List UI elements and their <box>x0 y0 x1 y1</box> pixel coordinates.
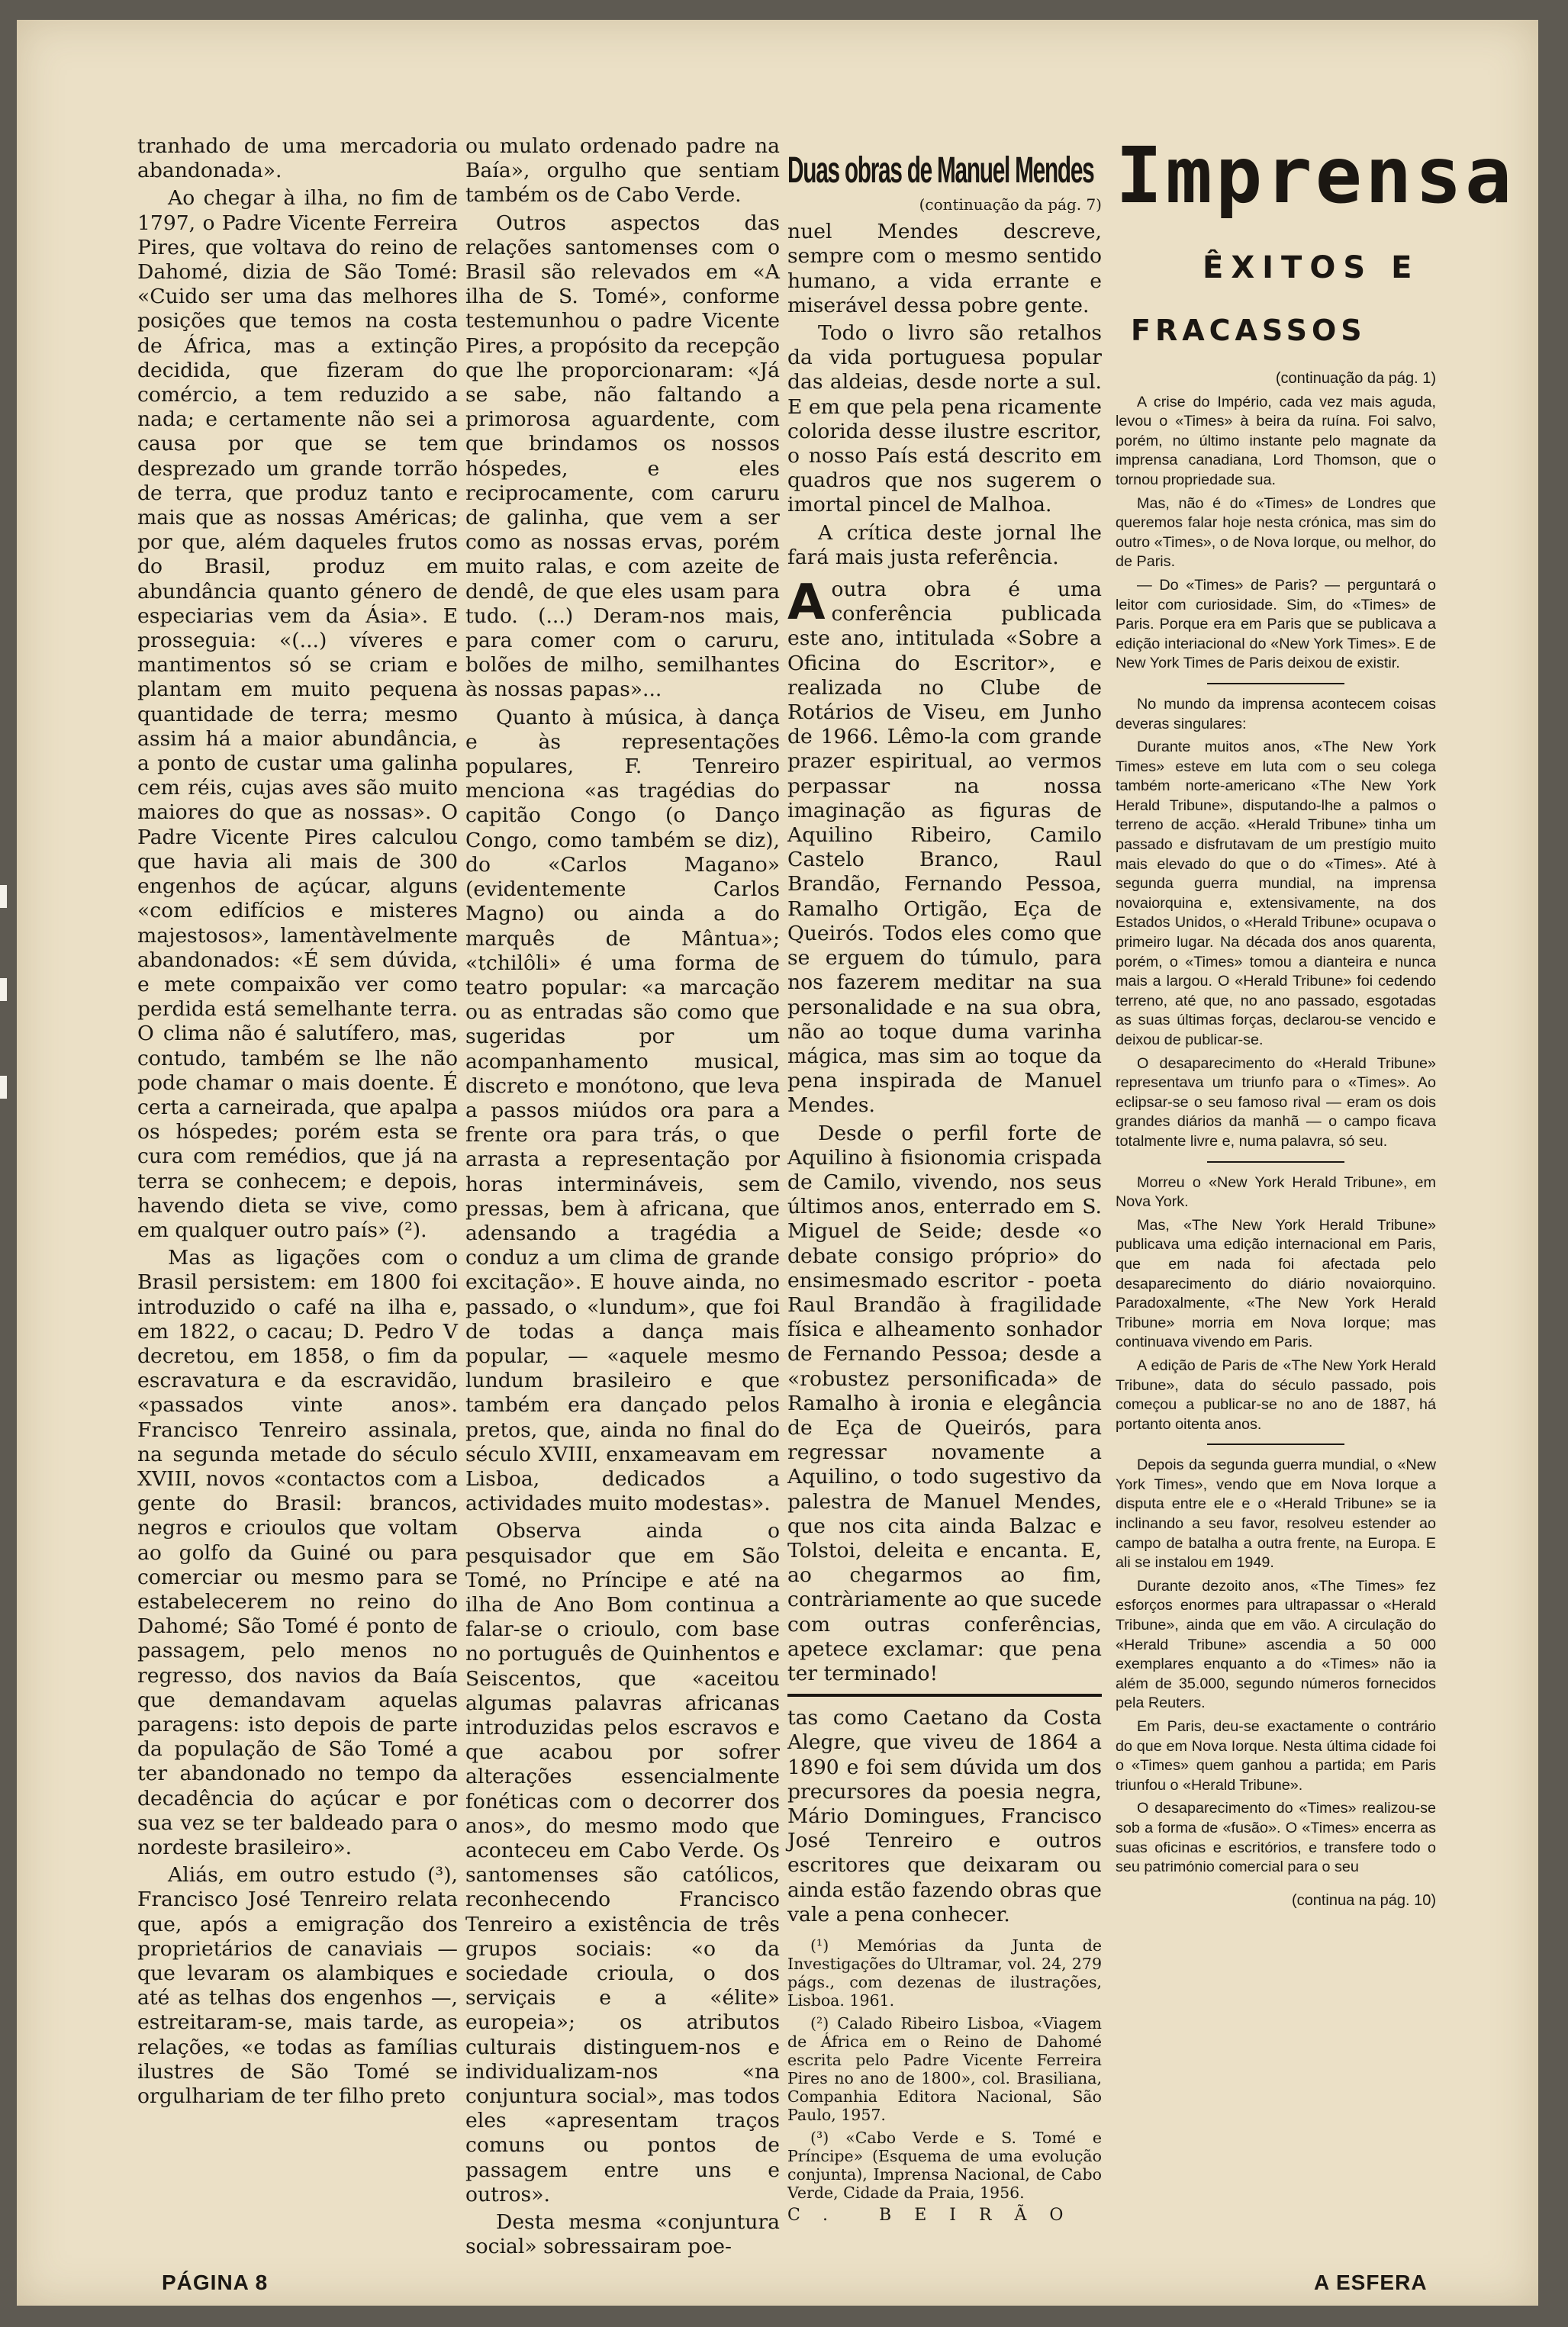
paragraph: No mundo da imprensa acontecem coisas deveras singulares: <box>1116 695 1436 732</box>
scan-edge-mark <box>0 978 7 1001</box>
newspaper-page <box>17 20 1538 2306</box>
section-rule <box>787 1694 1102 1697</box>
divider <box>1207 1161 1344 1163</box>
column-4 <box>1116 369 1436 1914</box>
paragraph: Mas, «The New York Herald Tribune» publicava uma edição internacional em Paris, que em nada foi afectada pelo desaparecimento do diário novaiorquino. Paradoxalmente, «The New York Herald Tribune» morria em Nova Iorque; mas continuava vivendo em Paris. <box>1116 1216 1436 1351</box>
dropcap-paragraph <box>787 575 1102 1118</box>
paragraph: Mas, não é do «Times» de Londres que queremos falar hoje nesta crónica, mas sim do outro «Times», o de Nova Iorque, ou melhor, do de Paris. <box>1116 494 1436 571</box>
paragraph: Durante muitos anos, «The New York Times» esteve em luta com o seu colega também norte-americano «The New York Herald Tribune», disputando-lhe a palmos o terreno de acção. «Herald Tribune» tinha um passado e disfrutavam de um prestígio muito mais elevado do que o do «Times». Até à segunda guerra mundial, na imprensa novaiorquina e, extensivamente, na dos Estados Unidos, o «Herald Tribune» ocupava o primeiro lugar. Na década dos anos quarenta, porém, o «Times» tomou a dianteira e nunca mais a largou. O «Herald Tribune» foi cedendo terreno, até que, no ano passado, esgotadas as suas últimas forças, declarou-se vencido e deixou de publicar-se. <box>1116 739 1436 1048</box>
paragraph: nuel Mendes descreve, sempre com o mesmo sentido humano, a vida errante e miserável dessa pobre gente. <box>787 220 1102 317</box>
continued-note: (continua na pág. 10) <box>1291 1891 1436 1909</box>
page-number: PÁGINA 8 <box>162 2271 269 2294</box>
paragraph: Mas as ligações com o Brasil persistem: em 1800 foi introduzido o café na ilha e, em 1822, o cacau; D. Pedro V decretou, em 1858, o fim da escravatura e da escravidão, «passados vinte anos». Francisco Tenreiro assinala, na segunda metade do século XVIII, novos «contactos com a gente do Brasil: brancos, negros e crioulos que voltam ao golfo da Guiné ou para comerciar ou mesmo para se estabelecerem no reino do Dahomé; São Tomé é ponto de passagem, pelo menos no regresso, dos navios da Baía que demandavam aquelas paragens: isto depois de parte da população de São Tomé a ter abandonado no tempo da decadência do açúcar e por sua vez se ter baldeado para o nordeste brasileiro». <box>137 1246 458 1860</box>
divider <box>1207 1444 1344 1445</box>
paragraph: Desde o perfil forte de Aquilino à fisionomia crispada de Camilo, vivendo, nos seus últimos anos, enterrado em S. Miguel de Seide; desde «o debate consigo próprio» do ensimesmado escritor - poeta Raul Brandão à fragilidade física e alheamento sonhador de Fernando Pessoa; desde a «robustez personificada» de Ramalho à ironia e elegância de Eça de Queirós, para regressar novamente a Aquilino, o todo sugestivo da palestra de Manuel Mendes, que nos cita ainda Balzac e Tolstoi, deleita e encanta. E, ao chegarmos ao fim, contràriamente ao que sucede com outras conferências, apetece exclamar: que pena ter terminado! <box>787 1121 1102 1685</box>
scan-edge-mark <box>0 885 7 908</box>
scan-edge-mark <box>0 1076 7 1099</box>
paragraph: Ao chegar à ilha, no fim de 1797, o Padre Vicente Ferreira Pires, que voltava do reino de Dahomé, dizia de São Tomé: «Cuido ser uma das melhores posições que temos na costa de África, mas a extinção decidida, que fizeram do comércio, a tem reduzido a nada; e certamente não sei a causa por que se tem desprezado um grande torrão de terra, que produz tanto e mais que as nossas Américas; por que, além daqueles frutos do Brasil, produz em abundância quanto género de especiarias vem da Ásia». E prosseguia: «(...) víveres e mantimentos só se criam e plantam em muito pequena quantidade de terra; mesmo assim há a maior abundância, a ponto de custar uma galinha cem réis, cujas aves são muito maiores do que as nossas». O Padre Vicente Pires calculou que havia ali mais de 300 engenhos de açúcar, alguns «com edifícios e misteres majestosos», lamentàvelmente abandonados: «É sem dúvida, e mete compaixão ver como perdida está semelhante terra. O clima não é salutífero, mas, contudo, também se lhe não pode chamar o mais doente. É certa a carneirada, que apalpa os hóspedes; porém esta se cura com remédios, que já na terra se conhecem; e depois, havendo dieta se vive, como em qualquer outro país» (²). <box>137 186 458 1242</box>
paragraph: A crise do Império, cada vez mais aguda, levou o «Times» à beira da ruína. Foi salvo, porém, no último instante pelo magnate da imprensa canadiana, Lord Thomson, que o tornou propriedade sua. <box>1116 393 1436 488</box>
section-subtitle: FRACASSOS <box>1131 314 1367 347</box>
section-subtitle: ÊXITOS E <box>1203 250 1420 285</box>
column-2 <box>465 134 780 2262</box>
section-title: Imprensa <box>1116 130 1515 221</box>
footnote: (²) Calado Ribeiro Lisboa, «Viagem de África em o Reino de Dahomé escrita pelo Padre Vicente Ferreira Pires no ano de 1800», col. Brasiliana, Companhia Editora Nacional, São Paulo, 1957. <box>787 2014 1102 2125</box>
paragraph: O desaparecimento do «Herald Tribune» representava um triunfo para o «Times». Ao eclipsar-se o seu famoso rival — eram os dois grandes diários da manhã — o campo ficava totalmente livre e, numa palavra, só seu. <box>1116 1054 1436 1150</box>
paragraph: A edição de Paris de «The New York Herald Tribune», data do século passado, pois começou a publicar-se no ano de 1887, há portanto oitenta anos. <box>1116 1357 1436 1433</box>
footnote: (³) «Cabo Verde e S. Tomé e Príncipe» (Esquema de uma evolução conjunta), Imprensa Nacional, de Cabo Verde, Cidade da Praia, 1956. <box>787 2129 1102 2203</box>
paragraph: Depois da segunda guerra mundial, o «New York Times», vendo que em Nova Iorque a disputa entre ele e o «Herald Tribune» se ia inclinando a seu favor, resolveu estender ao campo de batalha a outra frente, na Europa. E ali se instalou em 1949. <box>1116 1456 1436 1572</box>
author-signature: C. BEIRÃO <box>787 2206 1087 2226</box>
dropcap-text: outra obra é uma conferência publicada este ano, intitulada «Sobre a Oficina do Escritor», e realizada no Clube de Rotários de Viseu, em Junho de 1966. Lêmo-la com grande prazer espiritual, ao vermos perpassar na nossa imaginação as figuras de Aquilino Ribeiro, Camilo Castelo Branco, Raul Brandão, Fernando Pessoa, Ramalho Ortigão, Eça de Queirós. Todos eles como que se erguem do túmulo, para nos fazerem meditar na sua personalidade e na sua obra, não ao toque duma varinha mágica, mas sim ao toque da pena inspirada de Manuel Mendes. <box>787 578 1102 1118</box>
paragraph: Quanto à música, à dança e às representações populares, F. Tenreiro menciona «as tragédias do capitão Congo (o Danço Congo, como também se diz), do «Carlos Magano» (evidentemente Carlos Magno) ou ainda a do marquês de Mântua»; «tchilôli» é uma forma de teatro popular: «a marcação ou as entradas são como que sugeridas por um acompanhamento musical, discreto e monótono, que leva a passos miúdos ora para a frente ora para trás, o que arrasta a representação por horas intermináveis, sem pressas, bem à africana, que adensando a tragédia a conduz a um clima de grande excitação». E houve ainda, no passado, o «lundum», que foi de todas a dança mais popular, — «aquele mesmo lundum brasileiro e que também era dançado pelos pretos, que, ainda no final do século XVIII, enxameavam em Lisboa, dedicados a actividades muito modestas». <box>465 705 780 1516</box>
paragraph: tranhado de uma mercadoria abandonada». <box>137 134 458 183</box>
footnote: (¹) Memórias da Junta de Investigações do Ultramar, vol. 24, 279 págs., com dezenas de ilustrações, Lisboa. 1961. <box>787 1936 1102 2010</box>
column-3 <box>787 192 1102 2225</box>
paragraph: O desaparecimento do «Times» realizou-se sob a forma de «fusão». O «Times» encerra as suas oficinas e escritórios, e transfere todo o seu património comercial para o seu <box>1116 1800 1436 1876</box>
paragraph: Durante dezoito anos, «The Times» fez esforços enormes para ultrapassar o «Herald Tribune», ainda que em vão. A circulação do «Herald Tribune» ascendia a 50 000 exemplares enquanto a do «Times» não ia além de 35.000, segundo números fornecidos pela Reuters. <box>1116 1577 1436 1712</box>
paragraph: A crítica deste jornal lhe fará mais justa referência. <box>787 520 1102 569</box>
paragraph: Aliás, em outro estudo (³), Francisco José Tenreiro relata que, após a emigração dos proprietários de canaviais — que levaram os alambiques e até as telhas dos engenhos —, estreitaram-se, mais tarde, as relações, «e todas as famílias ilustres de São Tomé se orgulhariam de ter filho preto <box>137 1863 458 2109</box>
paragraph: Morreu o «New York Herald Tribune», em Nova York. <box>1116 1173 1436 1211</box>
continuation-note: (continuação da pág. 1) <box>1275 370 1436 387</box>
paragraph: Desta mesma «conjuntura social» sobressairam poe- <box>465 2210 780 2259</box>
paragraph: Em Paris, deu-se exactamente o contrário do que em Nova Iorque. Nesta última cidade foi o «Times» quem ganhou a partida; em Paris triunfou o «Herald Tribune». <box>1116 1718 1436 1794</box>
dropcap-letter: A <box>787 575 826 632</box>
divider <box>1207 683 1344 684</box>
magazine-name: A ESFERA <box>1314 2271 1428 2294</box>
paragraph: Observa ainda o pesquisador que em São Tomé, no Príncipe e até na ilha de Ano Bom continua a falar-se o crioulo, com base no português de Quinhentos e Seiscentos, que «aceitou algumas palavras africanas introduzidas pelos escravos e que acabou por sofrer alterações essencialmente fonéticas com o decorrer dos anos», do mesmo modo que aconteceu em Cabo Verde. Os santomenses são católicos, reconhecendo Francisco Tenreiro a existência de três grupos sociais: «o da sociedade crioula, o dos serviçais e a «élite» europeia»; os atributos culturais distinguem-nos e individualizam-nos «na conjuntura social», mas todos eles «apresentam traços comuns ou pontos de passagem entre uns e outros». <box>465 1519 780 2206</box>
paragraph: Outros aspectos das relações santomenses com o Brasil são relevados em «A ilha de S. Tomé», conforme testemunhou o padre Vicente Pires, a propósito da recepção que lhe proporcionaram: «Já se sabe, não faltando a primorosa aguardente, com que brindamos os nossos hóspedes, e eles reciprocamente, com caruru de galinha, que vem a ser como as nossas ervas, porém muito ralas, e com azeite de dendê, de que eles usam para tudo. (...) Deram-nos mais, para comer com o caruru, bolões de milho, semilhantes às nossas papas»... <box>465 211 780 702</box>
paragraph: Todo o livro são retalhos da vida portuguesa popular das aldeias, desde norte a sul. E em que pela pena ricamente colorida desse ilustre escritor, o nosso País está descrito em quadros que nos sugerem o imortal pincel de Malhoa. <box>787 321 1102 517</box>
article-headline: Duas obras de Manuel Mendes <box>787 150 1094 191</box>
paragraph: ou mulato ordenado padre na Baía», orgulho que sentiam também os de Cabo Verde. <box>465 134 780 208</box>
paragraph: tas como Caetano da Costa Alegre, que viveu de 1864 a 1890 e foi sem dúvida um dos precursores da poesia negra, Mário Domingues, Francisco José Tenreiro e outros escritores que deixaram ou ainda estão fazendo obras que vale a pena conhecer. <box>787 1706 1102 1926</box>
continuation-note: (continuação da pág. 7) <box>919 195 1102 214</box>
footnotes <box>787 1936 1102 2225</box>
column-1 <box>137 134 458 2112</box>
paragraph: — Do «Times» de Paris? — perguntará o leitor com curiosidade. Sim, do «Times» de Paris. Porque era em Paris que se publicava a edição interiacional do «New York Times». E de New York Times de Paris deixou de existir. <box>1116 576 1436 672</box>
